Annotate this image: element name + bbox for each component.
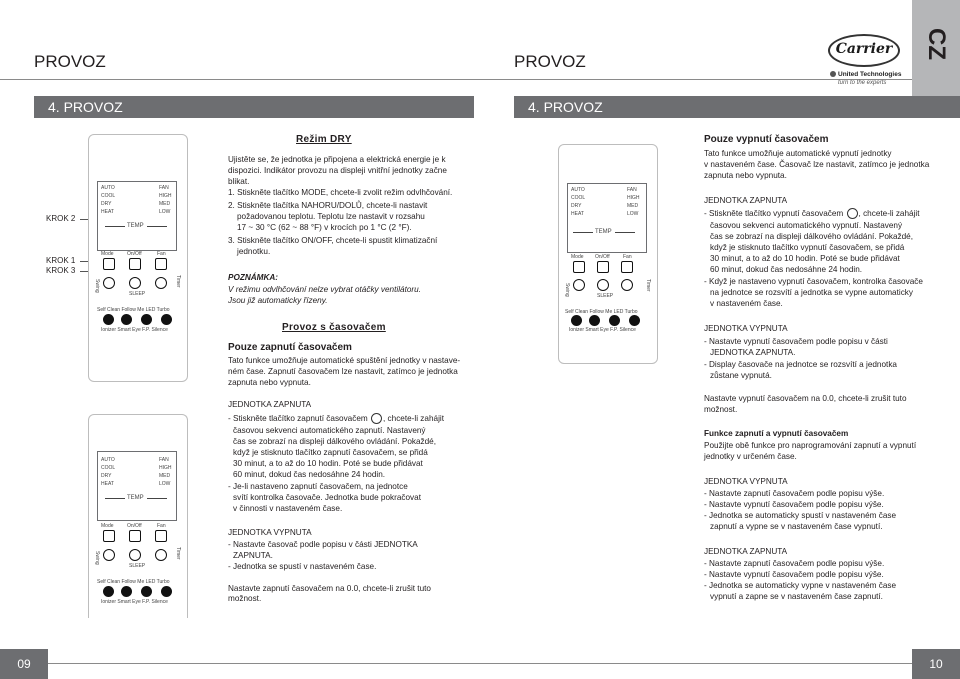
fan-label: FAN (159, 185, 169, 191)
remote-row3-labels: Self Clean Follow Me LED Turbo (97, 307, 170, 313)
self-clean-button[interactable] (103, 586, 114, 597)
mode-dry: DRY (101, 201, 112, 207)
both-timers-1: Použijte obě funkce pro naprogramování zapnutí a vypnutí (704, 441, 917, 450)
fan-high: HIGH (159, 193, 172, 199)
unit-on-bullet-1c: časovou sekvenci automatického zapnutí. Nastavený (233, 426, 426, 435)
page-title-right: PROVOZ (514, 52, 586, 71)
unit-off-bullet-1a: - Nastavte časovač podle popisu v části JEDNOTKA (228, 540, 418, 549)
footer-rule (48, 663, 912, 664)
turbo-button[interactable] (161, 314, 172, 325)
remote-row3-labels: Self Clean Follow Me LED Turbo (565, 309, 638, 315)
swing-button[interactable] (103, 277, 115, 289)
cancel-off-timer-2: možnost. (704, 405, 738, 414)
fan-label: FAN (627, 187, 637, 193)
off-timer-bullet-1e: když je stisknuto tlačítko vypnutí časovačem, se přidá (710, 243, 905, 252)
timer-heading: Provoz s časovačem (282, 322, 386, 333)
off-timer-off-1b: JEDNOTKA ZAPNUTA. (710, 348, 796, 357)
timer-off-only-2: v nastaveném čase. Časovač lze nastavit, zatímco je jednotka (704, 160, 930, 169)
timer-button[interactable] (155, 277, 167, 289)
dry-step-1: 1. Stiskněte tlačítko MODE, chcete-li zvolit režim odvlhčování. (228, 188, 453, 197)
both-off-heading: JEDNOTKA VYPNUTA (704, 477, 788, 486)
temp-line-left (105, 498, 125, 499)
fan-low: LOW (159, 209, 171, 215)
unit-off-bullet-2: - Jednotka se spustí v nastaveném čase. (228, 562, 377, 571)
remote-row4-labels: Ionizer Smart Eye F.P. Silence (101, 599, 168, 605)
both-on-2: - Nastavte vypnutí časovačem podle popisu výše. (704, 570, 884, 579)
fan-button-label: Fan (157, 523, 166, 529)
swing-label: Swing (94, 279, 100, 293)
temp-label: TEMP (595, 229, 612, 235)
both-on-heading: JEDNOTKA ZAPNUTA (704, 547, 788, 556)
dry-mode-heading: Režim DRY (296, 134, 352, 145)
timer-label: Timer (175, 275, 181, 288)
timer-label: Timer (175, 547, 181, 560)
unit-on-bullet-2a: - Je-li nastaveno zapnutí časovačem, na jednotce (228, 482, 408, 491)
sleep-button[interactable] (129, 277, 141, 289)
mode-auto: AUTO (101, 185, 115, 191)
timer-off-icon (847, 208, 858, 219)
temp-line-right (147, 498, 167, 499)
unit-on-bullet-1b: , chcete-li zahájit (383, 414, 444, 423)
both-on-1: - Nastavte zapnutí časovačem podle popisu výše. (704, 559, 885, 568)
fan-med: MED (627, 203, 639, 209)
off-timer-off-2a: - Display časovače na jednotce se rozsvítí a jednotka (704, 360, 897, 369)
off-timer-off-1a: - Nastavte vypnutí časovačem podle popisu v části (704, 337, 888, 346)
off-timer-bullet-2a: - Když je nastaveno vypnutí časovačem, kontrolka časovače (704, 277, 923, 286)
remote-control-1 (88, 134, 188, 382)
onoff-button-label: On/Off (127, 523, 142, 529)
cancel-off-timer-1: Nastavte vypnutí časovačem na 0.0, chcete-li zrušit tuto (704, 394, 907, 403)
onoff-button[interactable] (129, 530, 141, 542)
unit-off-bullet-1b: ZAPNUTA. (233, 551, 273, 560)
fan-med: MED (159, 473, 171, 479)
led-button[interactable] (141, 314, 152, 325)
off-timer-off-2b: zůstane vypnutá. (710, 371, 772, 380)
unit-on-bullet-1e: když je stisknuto tlačítko zapnutí časovačem, se přidá (233, 448, 428, 457)
temp-line-right (147, 226, 167, 227)
dry-intro: Ujistěte se, že jednotka je připojena a elektrická energie je k dispozici. Indikátor provozu na displeji vnitřní jednotky začne blikat. (228, 155, 447, 186)
mode-button-label: Mode (571, 254, 584, 260)
swing-button[interactable] (573, 279, 585, 291)
sleep-button[interactable] (597, 279, 609, 291)
timer-label: Timer (645, 279, 651, 292)
fan-high: HIGH (627, 195, 640, 201)
off-timer-bullet-1a: - Stiskněte tlačítko vypnutí časovačem (704, 209, 844, 218)
off-timer-bullet-2b: na jednotce se rozsvítí a jednotka se vypne automaticky (710, 288, 913, 297)
dry-step-2a: 2. Stiskněte tlačítka NAHORU/DOLŮ, chcete-li nastavit (228, 201, 428, 210)
language-tab-label: CZ (923, 28, 950, 60)
timer-off-only-1: Tato funkce umožňuje automatické vypnutí jednotky (704, 149, 892, 158)
temp-line-left (573, 232, 593, 233)
led-button[interactable] (141, 586, 152, 597)
turbo-button[interactable] (161, 586, 172, 597)
mode-button-label: Mode (101, 523, 114, 529)
onoff-button[interactable] (597, 261, 609, 273)
header-rule (0, 79, 912, 80)
mode-heat: HEAT (571, 211, 584, 217)
step-label-1: KROK 1 (46, 256, 76, 265)
mode-dry: DRY (571, 203, 582, 209)
both-off-3b: zapnutí a vypne se v nastaveném čase vypnutí. (710, 522, 883, 531)
unit-on-bullet-1g: 60 minut, dokud čas nedosáhne 24 hodin. (233, 470, 386, 479)
dry-note-title: POZNÁMKA: (228, 273, 279, 282)
unit-on-heading: JEDNOTKA ZAPNUTA (228, 400, 312, 409)
temp-label: TEMP (127, 223, 144, 229)
cancel-on-timer-2: možnost. (228, 594, 262, 603)
mode-button[interactable] (103, 258, 115, 270)
fan-label: FAN (159, 457, 169, 463)
step-label-2: KROK 2 (46, 214, 76, 223)
swing-label: Swing (94, 551, 100, 565)
mode-dry: DRY (101, 473, 112, 479)
fan-low: LOW (159, 481, 171, 487)
turbo-button[interactable] (629, 315, 640, 326)
unit-off-heading-2: JEDNOTKA VYPNUTA (704, 324, 788, 333)
onoff-button-label: On/Off (127, 251, 142, 257)
unit-on-bullet-1a: - Stiskněte tlačítko zapnutí časovačem (228, 414, 368, 423)
sleep-label: SLEEP (129, 291, 146, 297)
follow-me-button[interactable] (121, 314, 132, 325)
timer-on-icon (371, 413, 382, 424)
self-clean-button[interactable] (571, 315, 582, 326)
company-name: United Technologies (838, 71, 902, 78)
unit-on-bullet-1-line1 (228, 413, 444, 424)
unit-off-heading: JEDNOTKA VYPNUTA (228, 528, 312, 537)
off-timer-bullet-1g: 60 minut, dokud čas nedosáhne 24 hodin. (710, 265, 863, 274)
dry-step-2c: 17 ~ 30 °C (62 ~ 88 °F) v krocích po 1 °C (2 °F). (237, 223, 412, 232)
off-timer-bullet-1b: , chcete-li zahájit (858, 209, 920, 218)
timer-on-only-text: Tato funkce umožňuje automatické spuštění jednotky v nastave-ném čase. Zapnutí časovačem lze nastavit, zatímco je jednotka zapnuta nebo vypnuta. (228, 356, 461, 387)
remote-display (97, 181, 177, 251)
logo-tagline: turn to the experts (838, 80, 887, 86)
ut-logo-icon (830, 71, 836, 77)
mode-cool: COOL (571, 195, 586, 201)
both-timers-heading: Funkce zapnutí a vypnutí časovačem (704, 429, 849, 438)
section-band-right: 4. PROVOZ (514, 96, 960, 118)
timer-button[interactable] (621, 279, 633, 291)
remote-row3-labels: Self Clean Follow Me LED Turbo (97, 579, 170, 585)
follow-me-button[interactable] (589, 315, 600, 326)
both-off-1: - Nastavte zapnutí časovačem podle popisu výše. (704, 489, 885, 498)
temp-label: TEMP (127, 495, 144, 501)
swing-label: Swing (564, 283, 570, 297)
timer-button[interactable] (155, 549, 167, 561)
fan-med: MED (159, 201, 171, 207)
remote-row4-labels: Ionizer Smart Eye F.P. Silence (569, 327, 636, 333)
mode-auto: AUTO (101, 457, 115, 463)
sleep-label: SLEEP (597, 293, 614, 299)
onoff-button[interactable] (129, 258, 141, 270)
fan-button-label: Fan (157, 251, 166, 257)
unit-on-bullet-2c: v činnosti v nastaveném čase. (233, 504, 343, 513)
remote-row4-labels: Ionizer Smart Eye F.P. Silence (101, 327, 168, 333)
remote-control-3 (558, 144, 658, 364)
language-tab (912, 0, 960, 96)
dry-step-2b: požadovanou teplotu. Teplotu lze nastavit v rozsahu (237, 212, 425, 221)
dry-step-3a: 3. Stiskněte tlačítko ON/OFF, chcete-li spustit klimatizační (228, 236, 438, 245)
self-clean-button[interactable] (103, 314, 114, 325)
fan-low: LOW (627, 211, 639, 217)
temp-line-right (615, 232, 635, 233)
cancel-on-timer-1: Nastavte zapnutí časovačem na 0.0, chcete-li zrušit tuto (228, 584, 431, 593)
page-number-left: 09 (0, 649, 48, 679)
remote-control-2 (88, 414, 188, 618)
fan-button-label: Fan (623, 254, 632, 260)
carrier-logo-text: Carrier (835, 41, 893, 57)
timer-off-only-heading: Pouze vypnutí časovačem (704, 134, 829, 145)
remote-display (567, 183, 647, 253)
fan-button[interactable] (155, 258, 167, 270)
sleep-label: SLEEP (129, 563, 146, 569)
mode-heat: HEAT (101, 481, 114, 487)
both-timers-2: jednotky v určeném čase. (704, 452, 797, 461)
off-timer-bullet-1c: časovou sekvenci automatického vypnutí. Nastavený (710, 221, 903, 230)
dry-note-2: Jsou již automaticky řízeny. (228, 296, 328, 305)
timer-off-only-3: zapnuta nebo vypnuta. (704, 171, 787, 180)
both-on-3b: vypnutí a zapne se v nastaveném čase zapnutí. (710, 592, 883, 601)
both-on-3a: - Jednotka se automaticky vypne v nastaveném čase (704, 581, 897, 590)
follow-me-button[interactable] (121, 586, 132, 597)
mode-button[interactable] (573, 261, 585, 273)
dry-step-3b: jednotku. (237, 247, 271, 256)
step-label-3: KROK 3 (46, 266, 76, 275)
mode-button[interactable] (103, 530, 115, 542)
swing-button[interactable] (103, 549, 115, 561)
temp-line-left (105, 226, 125, 227)
section-band-left: 4. PROVOZ (34, 96, 474, 118)
mode-auto: AUTO (571, 187, 585, 193)
page-number-right: 10 (912, 649, 960, 679)
off-timer-bullet-2c: v nastaveném čase. (710, 299, 783, 308)
mode-button-label: Mode (101, 251, 114, 257)
both-off-2: - Nastavte vypnutí časovačem podle popisu výše. (704, 500, 884, 509)
dry-note-1: V režimu odvlhčování nelze vybrat otáčky ventilátoru. (228, 285, 421, 294)
unit-on-bullet-1f: 30 minut, a to až do 10 hodin. Poté se bude přidávat (233, 459, 423, 468)
led-button[interactable] (609, 315, 620, 326)
onoff-button-label: On/Off (595, 254, 610, 260)
fan-button[interactable] (621, 261, 633, 273)
page-title-left: PROVOZ (34, 52, 106, 71)
fan-button[interactable] (155, 530, 167, 542)
off-timer-bullet-1-line1 (704, 208, 920, 219)
mode-cool: COOL (101, 193, 116, 199)
both-off-3a: - Jednotka se automaticky spustí v nastaveném čase (704, 511, 897, 520)
timer-on-only-heading: Pouze zapnutí časovačem (228, 342, 352, 353)
sleep-button[interactable] (129, 549, 141, 561)
unit-on-heading-2: JEDNOTKA ZAPNUTA (704, 196, 788, 205)
mode-cool: COOL (101, 465, 116, 471)
unit-on-bullet-1d: čas se zobrazí na displeji dálkového ovládání. Pokaždé, (233, 437, 436, 446)
off-timer-bullet-1d: čas se zobrazí na displeji dálkového ovládání. Pokaždé, (710, 232, 913, 241)
mode-heat: HEAT (101, 209, 114, 215)
fan-high: HIGH (159, 465, 172, 471)
unit-on-bullet-2b: svítí kontrolka časovače. Jednotka bude pokračovat (233, 493, 421, 502)
off-timer-bullet-1f: 30 minut, a to až do 10 hodin. Poté se bude přidávat (710, 254, 900, 263)
